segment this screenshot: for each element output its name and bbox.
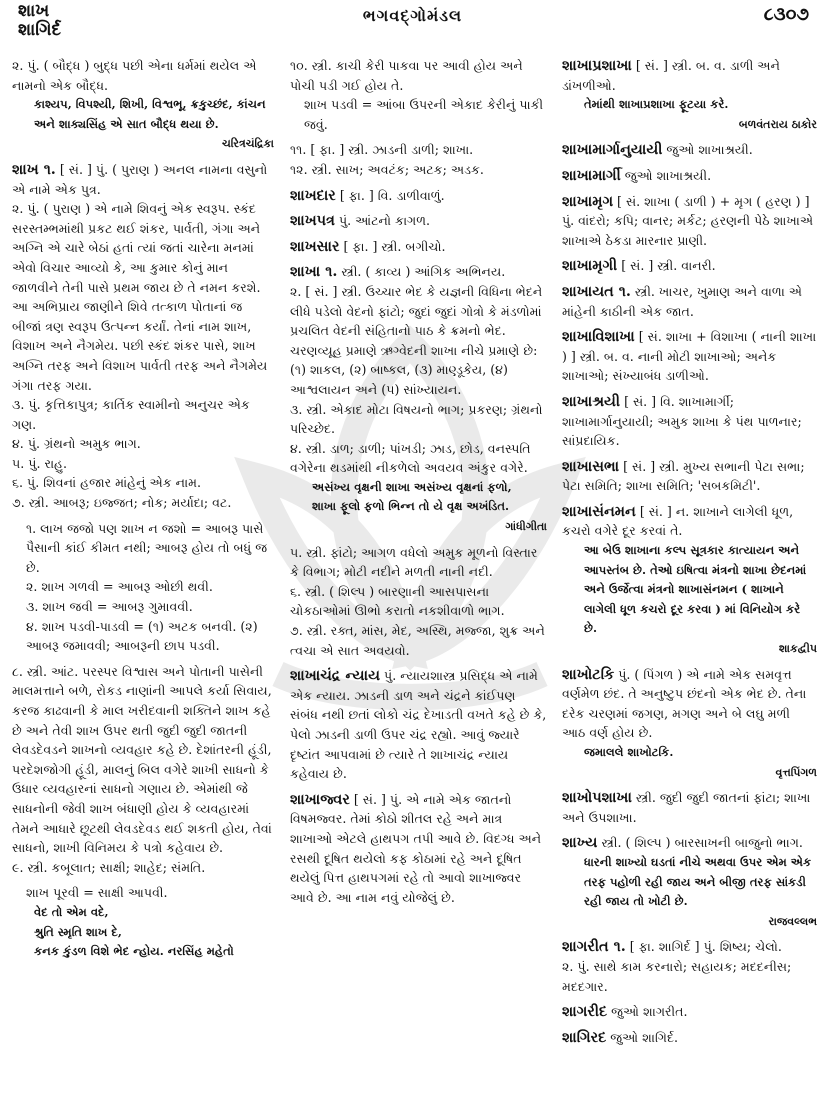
headword: શાખપત્ર xyxy=(290,212,335,230)
headword: શાગિરદ xyxy=(562,1028,607,1046)
entry-text xyxy=(562,937,817,957)
definition-text: ૫. સ્ત્રી. ફાંટો; આગળ વધેલો અમુક મૂળનો વિસ્તાર કે વિભાગ; મોટી નદીને મળતી નાની નદી. xyxy=(290,544,538,580)
entry-text xyxy=(562,140,817,160)
dictionary-entry xyxy=(562,788,817,827)
book-title: ભગવદ્ગોમંડલ xyxy=(362,6,463,25)
citation-quote: તેમાંથી શાખાપ્રશાખા ફૂટયા કરે. xyxy=(584,97,729,112)
headword: શાખાવિશાખા xyxy=(562,328,635,346)
column-2 xyxy=(290,56,547,1108)
headword: શાખોટકિ xyxy=(562,665,615,683)
definition-text: [ સં. ] પું. એ નામે એક જાતનો વિષમજ્વર. તેમાં કોઠો શીતલ રહે અને માત્ર શાખાઓ એટલે હાથપગ તપી આવે છે. વિદગ્ધ અને રસથી દૂષિત થયેલો કફ કોઠામાં રહે અને દૂષિત થયેલું પિત્ત હાથપગમાં રહે તો આવો શાખાજ્વર આવે છે. આ નામ નવું યોજેલું છે. xyxy=(290,791,542,905)
dictionary-entry xyxy=(562,502,817,659)
citation-quote: કનક કુંડળ વિશે ભેદ ન્હોય. નરસિંહ મહેતો xyxy=(34,944,234,959)
definition-text: સ્ત્રી. ( શિલ્પ ) બારસાખની બાજુનો ભાગ. xyxy=(601,835,803,851)
idiom-line: ૧. લાખ જજો પણ શાખ ન જશો = આબરૂ પાસે પૈસાની કાંઈ કીમત નથી; આબરૂ હોય તો બધું જ છે. xyxy=(26,520,268,575)
page-header xyxy=(0,0,825,56)
sense-definition: ૩. સ્ત્રી. એકાદ મોટા વિષયનો ભાગ; પ્રકરણ; ગ્રંથનો પરિચ્છેદ. xyxy=(290,401,543,437)
entry-text xyxy=(290,186,547,206)
entry-text xyxy=(12,160,274,199)
headword: શાખામાર્ગાનુયાયી xyxy=(562,141,663,159)
entry-text xyxy=(12,56,274,95)
entry-text xyxy=(290,211,547,231)
sense-definition: ૨. પું. ( પુરાણ ) એ નામે શિવનું એક સ્વરૂપ. સ્કંદ સરસ્તમ્ભમાંથી પ્રકટ થઈ શંકર, પાર્વતી, ગંગા અને અગ્નિ એ ચારે બેઠાં હતાં ત્યાં જતાં ચારેના મનમાં એવો વિચાર આવ્યો કે, આ કુમાર કોનું માન જાળવીને તેની પાસે પ્રથમ જાય છે તે નમન કરશે. આ અભિપ્રાય જાણીને શિવે તત્કાળ પોતાનાં જ બીજાં ત્રણ સ્વરૂપ ઉત્પન્ન કર્યાં. તેનાં નામ શાખ, વિશાખ અને નૈગમેય. પછી સ્કંદ શંકર પાસે, શાખ અગ્નિ તરફ અને વિશાખ પાર્વતી તરફ અને નૈગમેય ગંગા તરફ ગયા. xyxy=(12,201,268,393)
sense-definition: ૪. સ્ત્રી. ડાળ; ડાળી; પાંખડી; ઝાડ, છોડ, વનસ્પતિ વગેરેના થડમાંથી નીકળેલો અવયવ અંકુર વગેરે. xyxy=(290,440,531,476)
definition-text: ૧૦. સ્ત્રી. કાચી કેરી પાકવા પર આવી હોય અને પોચી પડી ગઈ હોય તે. xyxy=(290,58,523,93)
entry-text xyxy=(562,56,817,95)
entry-text xyxy=(290,56,547,95)
idiom-line: શાખ પૂરવી = સાક્ષી આપવી. xyxy=(26,885,168,901)
definition-text: જુઓ શાગિર્દ. xyxy=(610,1029,679,1045)
entry-text xyxy=(562,327,817,386)
sense-definition: ૯. સ્ત્રી. કબૂલાત; સાક્ષી; શાહેદ; સંમતિ. xyxy=(12,859,206,875)
entry-text xyxy=(562,1028,817,1048)
dictionary-entry xyxy=(290,666,547,784)
definition-text: [ સં. ] વિ. શાખામાર્ગી; શાખામાર્ગાનુયાયી; અમુક શાખા કે પંથ પાળનાર; સાંપ્રદાયિક. xyxy=(562,393,802,449)
definition-text: [ સં. ] ન. શાખાને લાગેલી ધૂળ, કચરો વગેરે દૂર કરવાં તે. xyxy=(562,503,794,539)
definition-text: પું. ( પિંગળ ) એ નામે એક સમવૃત્ત વર્ણમેળ છંદ. તે અનુષ્ટુપ છંદનો એક ભેદ છે. તેના દરેક ચરણમાં જગણ, મગણ અને બે લઘુ મળી આઠ વર્ણ હોય છે. xyxy=(562,666,807,741)
sense-definition: ૨. [ સં. ] સ્ત્રી. ઉચ્ચાર ભેદ કે યજ્ઞની વિધિના ભેદને લીધે પડેલો વેદનો ફાંટો; જુદાં જુદાં ગોત્રો કે મંડળોમાં પ્રચલિત વેદની સંહિતાનો પાઠ કે ક્રમનો ભેદ. ચરણવ્યૂહ પ્રમાણે ઋગ્વેદની શાખા નીચે પ્રમાણે છે: (૧) શાકલ, (૨) બાષ્કલ, (૩) માણ્ડૂકેય, (૪) આશ્વલાયન અને (૫) સાંખ્યાયન. xyxy=(290,283,543,397)
dictionary-entry xyxy=(290,543,547,661)
entry-text xyxy=(290,237,547,257)
headword: શાગરીદ xyxy=(562,1003,608,1021)
dictionary-entry xyxy=(12,56,274,154)
headword: શાખામાર્ગી xyxy=(562,166,621,184)
dictionary-entry xyxy=(290,186,547,206)
dictionary-entry xyxy=(290,56,547,134)
idiom-line: ૩. શાખ જવી = આબરૂ ગુમાવવી. xyxy=(26,599,193,615)
definition-text: [ ફા. ] સ્ત્રી. બગીચો. xyxy=(343,238,446,254)
dictionary-entry xyxy=(562,457,817,496)
citation-quote: વેદ તો એમ વદે, xyxy=(34,904,109,919)
dictionary-entry xyxy=(562,282,817,321)
citation-source: ચરિત્રચંદ્રિકા xyxy=(222,137,274,151)
sense-definition: ૧૨. સ્ત્રી. સાખ; અવટંક; અટક; અડક. xyxy=(290,161,484,177)
citation-quote: કાશ્યપ, વિપશ્યી, શિખી, વિશ્વભૂ, ક્રકુચ્છંદ, કાંચન અને શાક્યસિંહ એ સાત બૌદ્ધ થયા છે. xyxy=(34,97,266,131)
definition-text: ૧૧. [ ફા. ] સ્ત્રી. ઝાડની ડાળી; શાખા. xyxy=(290,142,474,158)
headword: શાખામૃગી xyxy=(562,257,618,275)
sense-definition: ૬. સ્ત્રી. ( શિલ્પ ) બારણાની આસપાસના ચોકઠાઓમાં ઊભો કરાતો નકશીવાળો ભાગ. xyxy=(290,583,505,619)
dictionary-entry xyxy=(562,1002,817,1022)
citation-source: ગાંધીગીતા xyxy=(505,520,547,534)
headword: શાગરીત ૧. xyxy=(562,938,626,956)
headword: શાખસાર xyxy=(290,237,340,255)
dictionary-entry xyxy=(562,833,817,931)
definition-text: જુઓ શાગરીત. xyxy=(611,1004,688,1020)
entry-text xyxy=(562,392,817,451)
page-number: ૮૩૦૭ xyxy=(763,4,809,25)
dictionary-entry xyxy=(562,665,817,783)
headword: શાખાસંનમન xyxy=(562,502,636,520)
first-guide-word: શાખ xyxy=(18,1,50,21)
definition-text: [ સં. ] સ્ત્રી. મુખ્ય સભાની પેટા સભા; પેટા સમિતિ; શાખા સમિતિ; 'સબકમિટી'. xyxy=(562,458,805,494)
definition-text: સ્ત્રી. જુદી જુદી જાતનાં ફાંટા; શાખા અને ઉપશાખા. xyxy=(562,790,811,825)
headword: શાખાશ્રયી xyxy=(562,392,621,410)
definition-text: [ ફા. શાગિર્દ ] પું. શિષ્ય; ચેલો. xyxy=(629,939,782,955)
sense-definition: ૭. સ્ત્રી. રક્ત, માંસ, મેદ, અસ્થિ, મજ્જા, શુક્ર અને ત્વચા એ સાત અવયવો. xyxy=(290,623,545,658)
headword: શાખ્ય xyxy=(562,834,598,852)
idiom-line: શાખ પડવી = આંબા ઉપરની એકાદ કેરીનું પાકી જવું. xyxy=(304,97,544,132)
sense-definition: ૫. પું. રાહુ. xyxy=(12,455,68,471)
entry-text xyxy=(290,790,547,908)
citation-quote: શ્રુતિ સ્મૃતિ શાખ દે, xyxy=(34,924,122,939)
entry-text xyxy=(562,457,817,496)
citation-source: વૃત્તપિંગળ xyxy=(775,765,817,779)
dictionary-entry xyxy=(290,140,547,179)
column-3 xyxy=(562,56,817,1108)
sense-definition: ૨. પું. સાથે કામ કરનારો; સહાયક; મદદનીસ; મદદગાર. xyxy=(562,958,792,994)
sense-definition: ૬. પું. શિવનાં હજાર માંહેનું એક નામ. xyxy=(12,475,202,491)
dictionary-entry xyxy=(562,192,817,251)
column-1 xyxy=(12,56,274,1108)
dictionary-entry xyxy=(562,166,817,186)
definition-text: [ સં. ] સ્ત્રી. વાનરી. xyxy=(621,258,716,274)
headword: શાખાયત ૧. xyxy=(562,282,631,300)
entry-text xyxy=(562,502,817,541)
entry-text xyxy=(562,833,817,853)
entry-text xyxy=(290,262,547,282)
entry-text xyxy=(562,192,817,251)
dictionary-entry xyxy=(290,237,547,257)
dictionary-entry xyxy=(562,937,817,996)
last-guide-word: શાગિર્દ xyxy=(18,20,62,40)
definition-text: ૮. સ્ત્રી. આંટ. પરસ્પર વિશ્વાસ અને પોતાની પાસેની માલમત્તાને બળે, રોકડ નાણાંની આપલે કર્યા સિવાય, કરજ કાઢવાની કે માલ ખરીદવાની શક્તિને શાખ કહે છે અને તેવી શાખ ઉપર થતી જુદી જુદી જાતની લેવડદેવડને શાખનો વ્યવહાર કહે છે. દેશાંતરની હૂંડી, પરદેશજોગી હૂંડી, માલનું બિલ વગેરે શાખી સાધનો કે ઉધાર વ્યવહારનાં સાધનો ગણાય છે. એમાંથી જે સાધનોની જેવી શાખ બંધાણી હોય કે વ્યવહારમાં તેમને આધારે છૂટથી લેવડદેવડ થઈ શકતી હોય, તેવાં સાધનો, શાખી વિનિમય કે પત્રો કહેવાય છે. xyxy=(12,663,272,856)
headword: શાખાસભા xyxy=(562,457,620,475)
citation-quote: જમાલલે શાખોટકિ. xyxy=(584,745,674,759)
definition-text: [ ફા. ] વિ. ડાળીવાળું. xyxy=(339,187,445,203)
definition-text: સ્ત્રી. ખાચર, ખુમાણ અને વાળા એ માંહેની કાઠીની એક જાત. xyxy=(562,283,803,319)
headword: શાખાપ્રશાખા xyxy=(562,57,632,74)
definition-text: [ સં. ] સ્ત્રી. બ. વ. ડાળી અને ડાંખળીઓ. xyxy=(562,58,780,93)
headword: શાખા ૧. xyxy=(290,263,338,281)
definition-text: જુઓ શાખાશ્રયી. xyxy=(666,142,753,158)
dictionary-entry xyxy=(12,519,274,656)
headword: શાખાચંદ્ર ન્યાય xyxy=(290,667,380,685)
dictionary-entry xyxy=(562,56,817,134)
definition-text: જુઓ શાખાશ્રયી. xyxy=(624,167,712,183)
citation-quote: ધારની શાખ્યો ઘડતાં નીચે અથવા ઉપર એમ એક તરફ પહોળી રહી જાય અને બીજી તરફ સાંકડી રહી જાય તો ખોટી છે. xyxy=(584,854,812,909)
sense-definition: ૩. પું. કૃત્તિકાપુત્ર; કાર્તિક સ્વામીનો અનુચર એક ગણ. xyxy=(12,397,250,432)
citation-quote: આ બેઉ શાખાના કલ્પ સૂત્રકાર કાત્યાયન અને આપસ્તંબ છે. તેઓ ઇષિત્વા મંત્રનો શાખા છેદનમાં અને ઉર્જેત્વા મંત્રનો શાખાસંનમન ( શાખાને લાગેલી ધૂળ કચરો દૂર કરવા ) માં વિનિયોગ કરે છે. xyxy=(584,543,807,636)
entry-text xyxy=(290,543,547,582)
citation-source: બળવંતરાય ઠાકોર xyxy=(738,117,817,131)
citation-source: શાકદ્વીપ xyxy=(778,642,817,656)
dictionary-entry xyxy=(12,662,274,878)
headword: શાખોપશાખા xyxy=(562,789,632,807)
dictionary-entry xyxy=(562,392,817,451)
entry-text xyxy=(562,788,817,827)
dictionary-entry xyxy=(562,256,817,276)
entry-text xyxy=(562,166,817,186)
entry-text xyxy=(562,282,817,321)
definition-text: ૨. પું. ( બૌદ્ધ ) બુદ્ધ પછી એના ધર્મમાં થયેલ એ નામનો એક બૌદ્ધ. xyxy=(12,58,257,93)
dictionary-entry xyxy=(290,262,547,536)
headword: શાખાજ્વર xyxy=(290,790,350,808)
sense-definition: ૪. પું. ગ્રંથનો અમુક ભાગ. xyxy=(12,436,141,452)
sense-definition: ૭. સ્ત્રી. આબરૂ; ઇજ્જત; નોક; મર્યાદા; વટ. xyxy=(12,495,232,511)
idiom-line: ૨. શાખ ગળવી = આબરૂ ઓછી થવી. xyxy=(26,579,213,595)
citation-quote: શાખા ફૂલો ફળો ભિન્ન તો યે વૃક્ષ અખંડિત. xyxy=(312,499,510,514)
entry-text xyxy=(12,662,274,858)
dictionary-entry xyxy=(12,160,274,513)
dictionary-entry xyxy=(12,883,274,961)
citation-source: રાજવલ્લભ xyxy=(768,914,817,928)
entry-text xyxy=(562,256,817,276)
dictionary-entry xyxy=(562,327,817,386)
dictionary-entry xyxy=(290,790,547,908)
dictionary-entry xyxy=(290,211,547,231)
definition-text: [ સં. ] પું. ( પુરાણ ) અનલ નામના વસુનો એ નામે એક પુત્ર. xyxy=(12,161,268,197)
definition-text: પું. ન્યાયશાસ્ત્ર પ્રસિદ્ધ એ નામે એક ન્યાય. ઝાડની ડાળ અને ચંદ્રને કાંઈપણ સંબંધ નથી છતાં લોકો ચંદ્ર દેખાડતી વખતે કહે છે કે, પેલો ઝાડની ડાળી ઉપર ચંદ્ર રહ્યો. આવું જ્યારે દૃષ્ટાંત આપવામાં છે ત્યારે તે શાખાચંદ્ર ન્યાય કહેવાય છે. xyxy=(290,668,547,782)
definition-text: [ સં. શાખા ( ડાળી ) + મૃગ ( હરણ ) ] પું. વાંદરો; કપિ; વાનર; મર્કટ; હરણની પેઠે શાખાએ શાખાએ ઠેકડા મારનાર પ્રાણી. xyxy=(562,193,814,248)
headword: શાખદાર xyxy=(290,186,336,204)
dictionary-entry xyxy=(562,1028,817,1048)
entry-text xyxy=(290,666,547,784)
definition-text: [ સં. શાખા + વિશાખા ( નાની શાખા ) ] સ્ત્રી. બ. વ. નાની મોટી શાખાઓ; અનેક શાખાઓ; સંખ્યાબંધ ડાળીઓ. xyxy=(562,329,817,384)
entry-text xyxy=(290,140,547,160)
idiom-line: ૪. શાખ પડવી-પાડવી = (૧) અટક બનવી. (૨) આબરૂ જમાવવી; આબરૂની છાપ પડવી. xyxy=(26,618,258,654)
headword: શાખામૃગ xyxy=(562,192,614,210)
entry-text xyxy=(562,665,817,743)
definition-text: સ્ત્રી. ( કાવ્ય ) આંગિક અભિનય. xyxy=(341,264,506,280)
dictionary-entry xyxy=(562,140,817,160)
entry-text xyxy=(562,1002,817,1022)
citation-quote: અસંખ્ય વૃક્ષની શાખા અસંખ્ય વૃક્ષનાં ફળો, xyxy=(312,479,512,494)
headword: શાખ ૧. xyxy=(12,160,56,178)
definition-text: પું. આંટનો કાગળ. xyxy=(339,213,431,229)
